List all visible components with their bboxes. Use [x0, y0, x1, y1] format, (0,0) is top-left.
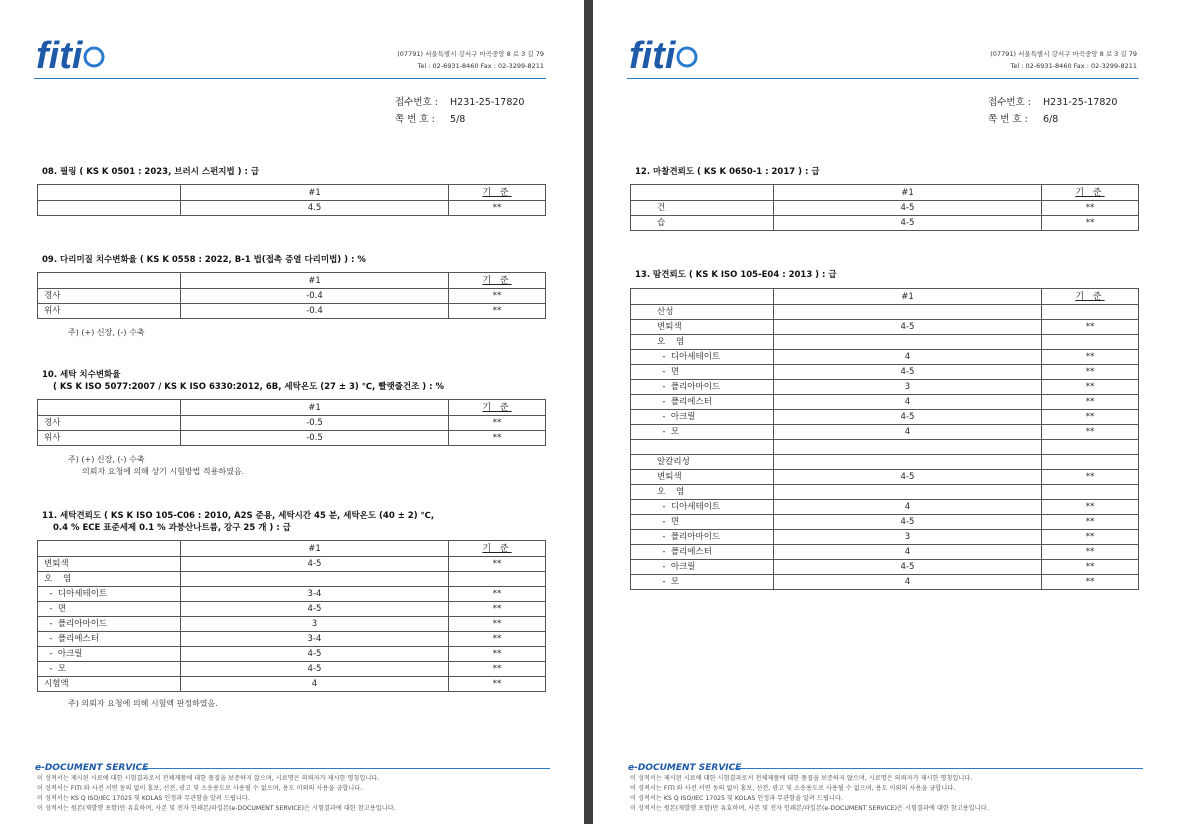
address-text: (07791) 서울특별시 강서구 마곡중앙 8 로 3 길 79 — [990, 50, 1137, 58]
table-row: 건 4-5 ** — [631, 201, 1139, 216]
table-row: - 폴리에스터 4 ** — [631, 395, 1139, 410]
table-row: 경사 -0.4 ** — [38, 289, 546, 304]
section-12-title: 12. 마찰견뢰도 ( KS K 0650-1 : 2017 ) : 급 — [635, 167, 820, 177]
section-10-note-1: 주) (+) 신장, (-) 수축 — [68, 455, 145, 464]
section-08-title: 08. 필링 ( KS K 0501 : 2023, 브러시 스펀지법 ) : 급 — [42, 167, 260, 177]
page-label: 쪽 번 호 : — [395, 114, 435, 125]
receipt-label: 접수번호 : — [395, 97, 438, 108]
table-row: - 디아세테이트 4 ** — [631, 500, 1139, 515]
table-row: 변퇴색 4-5 ** — [38, 557, 546, 572]
company-address — [990, 48, 1137, 72]
col-header-sample: #1 — [181, 185, 449, 201]
table-row: 알칼리성 — [631, 455, 1139, 470]
table-row: - 모 4-5 ** — [38, 662, 546, 677]
edocument-service-title: e-DOCUMENT SERVICE — [628, 763, 742, 773]
table-row: 경사 -0.5 ** — [38, 416, 546, 431]
section-11-title — [42, 510, 434, 534]
section-11-subtitle: 0.4 % ECE 표준세제 0.1 % 과붕산나트륨, 강구 25 개 ) : 급 — [53, 523, 291, 533]
receipt-info — [395, 94, 524, 128]
fiti-logo — [629, 36, 723, 76]
table-row: - 면 4-5 ** — [631, 365, 1139, 380]
table-row: - 폴리아마이드 3 ** — [631, 380, 1139, 395]
edocument-service-title: e-DOCUMENT SERVICE — [35, 763, 149, 773]
table-row: 위사 -0.5 ** — [38, 431, 546, 446]
footer-disclaimer: 이 성적서는 제시된 시료에 대한 시험결과로서 전체제품에 대한 품질을 보증하지 않으며, 시료명은 의뢰자가 제시한 명칭입니다. 이 성적서는 FITI 와 사전 서면 동의 없이 홍보, 선전, 광고 및 소송용도로 사용될 수 없으며, 용도 이외의 사용을 금합니다. 이 성적서는 KS Q ISO/IEC 17025 및 KOLAS 인정과 무관함을 알려 드립니다. 이 성적서는 원본(재발행 포함)만 유효하며, 사본 및 전자 인쇄본/파일본(e-DOCUMENT SERVICE)은 시험결과에 대한 참고용입니다. — [630, 775, 989, 812]
header-rule — [627, 78, 1139, 79]
table-row: - 면 4-5 ** — [38, 602, 546, 617]
page-label: 쪽 번 호 : — [988, 114, 1028, 125]
table-row: 4.5 ** — [38, 201, 546, 216]
section-11-note: 주) 의뢰자 요청에 의해 시험액 판정하였음. — [68, 699, 218, 708]
report-page-6 — [593, 0, 1183, 824]
section-09-table: #1 기 준 경사 -0.4 ** 위사 -0.4 ** — [37, 272, 546, 319]
footer-rule — [735, 768, 1143, 769]
table-row: 위사 -0.4 ** — [38, 304, 546, 319]
tel-text: Tel : 02-6931-8460 Fax : 02-3299-8211 — [417, 62, 544, 70]
table-row: - 아크릴 4-5 ** — [631, 560, 1139, 575]
header-rule — [34, 78, 546, 79]
svg-text:fiti: fiti — [36, 36, 83, 76]
section-11-table: #1 기 준 변퇴색 4-5 ** 오 염 - 디아세테이트 3-4 ** - 면 4-5 ** - 폴리아마이드 3 ** - 폴리에스터 3-4 ** - 아크릴 4-5 ** - 모 4-5 ** 시험액 4 ** — [37, 540, 546, 692]
section-10-title — [42, 369, 444, 393]
fiti-logo — [36, 36, 130, 76]
svg-text:fiti: fiti — [629, 36, 676, 76]
receipt-number: H231-25-17820 — [1043, 97, 1118, 108]
table-row: - 면 4-5 ** — [631, 515, 1139, 530]
table-row: - 폴리에스터 3-4 ** — [38, 632, 546, 647]
section-10-heading: 10. 세탁 치수변화율 — [42, 370, 121, 380]
company-address — [397, 48, 544, 72]
col-header-standard: 기 준 — [482, 187, 512, 198]
table-row: - 모 4 ** — [631, 425, 1139, 440]
table-row: - 폴리에스터 4 ** — [631, 545, 1139, 560]
page-number: 5/8 — [450, 114, 466, 125]
footer-rule — [142, 768, 550, 769]
receipt-number: H231-25-17820 — [450, 97, 525, 108]
section-10-table: #1 기 준 경사 -0.5 ** 위사 -0.5 ** — [37, 399, 546, 446]
section-12-table: #1 기 준 건 4-5 ** 습 4-5 ** — [630, 184, 1139, 231]
table-row: 오 염 — [631, 335, 1139, 350]
section-13-title: 13. 땀견뢰도 ( KS K ISO 105-E04 : 2013 ) : 급 — [635, 270, 837, 280]
table-row: 시험액 4 ** — [38, 677, 546, 692]
table-row: - 모 4 ** — [631, 575, 1139, 590]
section-11-heading: 11. 세탁견뢰도 ( KS K ISO 105-C06 : 2010, A2S 준용, 세탁시간 45 분, 세탁온도 (40 ± 2) ℃, — [42, 511, 435, 521]
report-page-5 — [0, 0, 590, 824]
table-row: 변퇴색 4-5 ** — [631, 470, 1139, 485]
table-row: 오 염 — [38, 572, 546, 587]
receipt-info — [988, 94, 1117, 128]
table-row: - 폴리아마이드 3 ** — [631, 530, 1139, 545]
table-row: - 아크릴 4-5 ** — [38, 647, 546, 662]
footer-disclaimer: 이 성적서는 제시된 시료에 대한 시험결과로서 전체제품에 대한 품질을 보증하지 않으며, 시료명은 의뢰자가 제시한 명칭입니다. 이 성적서는 FITI 와 사전 서면 동의 없이 홍보, 선전, 광고 및 소송용도로 사용될 수 없으며, 용도 이외의 사용을 금합니다. 이 성적서는 KS Q ISO/IEC 17025 및 KOLAS 인정과 무관함을 알려 드립니다. 이 성적서는 원본(재발행 포함)만 유효하며, 사본 및 전자 인쇄본/파일본(e-DOCUMENT SERVICE)은 시험결과에 대한 참고용입니다. — [37, 775, 396, 812]
section-13-table: #1 기 준 산성 변퇴색 4-5 ** 오 염 - 디아세테이트 4 ** - 면 4-5 ** - 폴리아마이드 3 ** - 폴리에스터 4 ** - 아크릴 4-5 ** - 모 4 ** 알칼리성 변퇴색 4-5 ** 오 염 - 디아세테이트 4 ** - 면 4-5 ** - 폴리아마이드 3 ** - 폴리에스터 4 ** - 아크릴 4-5 ** - 모 4 ** — [630, 288, 1139, 590]
table-row: - 폴리아마이드 3 ** — [38, 617, 546, 632]
tel-text: Tel : 02-6931-8460 Fax : 02-3299-8211 — [1010, 62, 1137, 70]
section-08-table — [37, 184, 546, 216]
table-row: 습 4-5 ** — [631, 216, 1139, 231]
page-number: 6/8 — [1043, 114, 1059, 125]
receipt-label: 접수번호 : — [988, 97, 1031, 108]
table-row: - 디아세테이트 4 ** — [631, 350, 1139, 365]
section-10-note-2: 의뢰자 요청에 의해 상기 시험방법 적용하였음. — [82, 467, 245, 476]
table-row: - 아크릴 4-5 ** — [631, 410, 1139, 425]
table-row — [631, 440, 1139, 455]
table-row: 산성 — [631, 305, 1139, 320]
table-row: 오 염 — [631, 485, 1139, 500]
section-09-title: 09. 다리미질 치수변화율 ( KS K 0558 : 2022, B-1 법(접촉 증열 다리미법) ) : % — [42, 255, 366, 265]
section-10-subtitle: ( KS K ISO 5077:2007 / KS K ISO 6330:2012, 6B, 세탁온도 (27 ± 3) ℃, 빨랫줄건조 ) : % — [53, 382, 444, 392]
section-10-note — [68, 454, 244, 478]
table-row: - 디아세테이트 3-4 ** — [38, 587, 546, 602]
table-row: 변퇴색 4-5 ** — [631, 320, 1139, 335]
section-09-note: 주) (+) 신장, (-) 수축 — [68, 328, 145, 337]
address-text: (07791) 서울특별시 강서구 마곡중앙 8 로 3 길 79 — [397, 50, 544, 58]
